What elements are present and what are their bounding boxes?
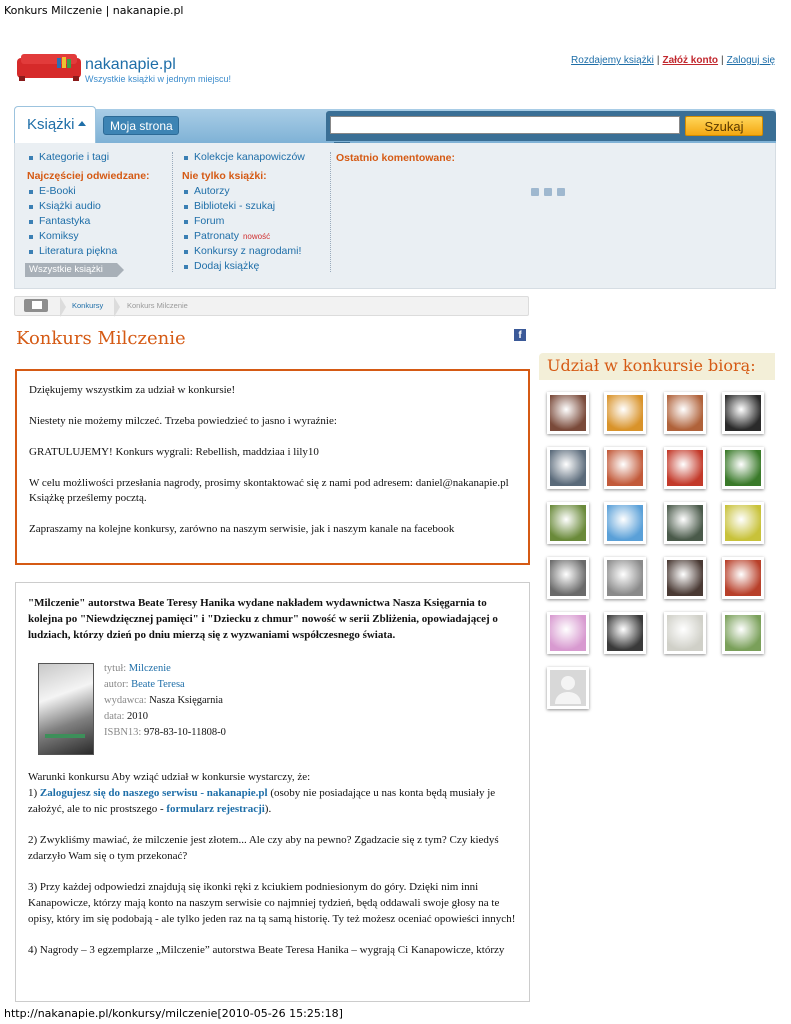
loading-indicator-dot: [531, 188, 539, 196]
participant-avatar[interactable]: [604, 612, 646, 654]
announcement-line: Niestety nie możemy milczeć. Trzeba powiedzieć to jasno i wyraźnie:: [29, 415, 337, 427]
participant-avatar[interactable]: [722, 447, 764, 489]
rule-1-suffix: ).: [264, 803, 272, 815]
document-title: Konkurs Milczenie | nakanapie.pl: [4, 4, 184, 17]
book-meta: [104, 661, 226, 741]
menu-item-ebooks[interactable]: E-Booki: [27, 184, 167, 199]
participant-avatar[interactable]: [664, 502, 706, 544]
tab-books-label: Książki: [27, 116, 75, 133]
participant-avatar[interactable]: [664, 612, 706, 654]
announcement-line: Dziękujemy wszystkim za udział w konkursie!: [29, 384, 236, 396]
participant-avatar[interactable]: [604, 392, 646, 434]
recently-commented-heading: Ostatnio komentowane:: [336, 152, 456, 164]
rule-1-prefix: 1): [28, 787, 40, 799]
menu-item-patronage[interactable]: [182, 229, 327, 244]
menu-item-collections[interactable]: Kolekcje kanapowiczów: [182, 150, 327, 165]
loading-indicator-dot: [557, 188, 565, 196]
announcement-line: W celu możliwości przesłania nagrody, prosimy skontaktować się z nami pod adresem: daniel@nakanapie.pl Książkę prześlemy pocztą.: [29, 477, 509, 504]
caret-up-icon: [78, 121, 86, 126]
all-books-button[interactable]: Wszystkie książki: [25, 263, 117, 277]
meta-label: autor:: [104, 679, 129, 690]
participant-avatar[interactable]: [547, 612, 589, 654]
logo-tagline: Wszystkie książki w jednym miejscu!: [85, 74, 232, 84]
book-title-link[interactable]: Milczenie: [128, 663, 171, 674]
menu-item-forum[interactable]: Forum: [182, 214, 327, 229]
meta-label: tytuł:: [104, 663, 127, 674]
new-badge: nowość: [242, 232, 271, 241]
registration-form-link[interactable]: formularz rejestracji: [166, 803, 265, 815]
menu-item-audiobooks[interactable]: Książki audio: [27, 199, 167, 214]
menu-column-1: [27, 150, 167, 259]
tab-my-page[interactable]: Moja strona: [103, 116, 179, 135]
participant-avatar[interactable]: [722, 392, 764, 434]
rule-2: 2) Zwykliśmy mawiać, że milczenie jest złotem... Ale czy aby na pewno? Zgadzacie się z tym? Czy kiedyś zdarzyło Wam się o tym przekonać?: [28, 834, 499, 862]
article-body: [28, 769, 518, 973]
participant-avatar[interactable]: [604, 502, 646, 544]
rule-1-text: (osoby nie posiadające u nas konta będą musiały je założyć, ale to nic prostszego -: [28, 787, 496, 815]
login-link[interactable]: Zaloguj się: [726, 55, 775, 66]
menu-item-patronage-label: Patronaty: [194, 230, 239, 242]
meta-label: ISBN13:: [104, 727, 142, 738]
participant-avatar[interactable]: [547, 557, 589, 599]
participant-avatar[interactable]: [722, 612, 764, 654]
participant-avatar[interactable]: [604, 557, 646, 599]
book-author-link[interactable]: Beate Teresa: [131, 679, 185, 690]
announcement-line: Zapraszamy na kolejne konkursy, zarówno na naszym serwisie, jak i naszym kanale na facebook: [29, 523, 455, 535]
book-cover-image[interactable]: [38, 663, 94, 755]
participant-avatar[interactable]: [547, 447, 589, 489]
menu-column-2: [182, 150, 327, 274]
participant-avatar[interactable]: [722, 557, 764, 599]
menu-item-authors[interactable]: Autorzy: [182, 184, 327, 199]
tab-books[interactable]: [14, 106, 96, 146]
participant-avatar[interactable]: [547, 392, 589, 434]
footer-url: http://nakanapie.pl/konkursy/milczenie[2010-05-26 15:25:18]: [4, 1007, 343, 1020]
article-box: [15, 582, 530, 1002]
rules-paragraph: [28, 769, 518, 817]
giveaway-link[interactable]: Rozdajemy książki: [571, 55, 654, 66]
participants-heading: Udział w konkursie biorą:: [539, 353, 775, 380]
menu-divider: [172, 152, 173, 272]
register-link[interactable]: Załóż konto: [662, 55, 719, 66]
participant-avatar[interactable]: [664, 447, 706, 489]
home-icon[interactable]: [24, 299, 48, 312]
logo-icon[interactable]: [17, 52, 81, 82]
top-links: Rozdajemy książki | Załóż konto | Zaloguj się: [571, 55, 775, 66]
rule-4: 4) Nagrody – 3 egzemplarze „Milczenie” autorstwa Beate Teresa Hanika – wygrają Ci Kanapowicze, którzy: [28, 944, 505, 956]
logo-text[interactable]: nakanapie.pl: [85, 56, 176, 73]
meta-label: wydawca:: [104, 695, 147, 706]
announcement-box: [15, 369, 530, 565]
search-button[interactable]: Szukaj: [685, 116, 763, 136]
article-lead: "Milczenie" autorstwa Beate Teresy Hanika wydane nakładem wydawnictwa Nasza Księgarnia to kolejna po "Niewdzięcznej pamięci" i "Dziecku z chmur" nowość w serii Zbliżenia, opowiadającej o ludziach, którzy dzień po dniu mierzą się z wyzwaniami współczesnego świata.: [28, 597, 498, 641]
participant-avatar[interactable]: [547, 667, 589, 709]
participant-avatar[interactable]: [664, 557, 706, 599]
breadcrumb-current: Konkurs Milczenie: [127, 301, 188, 310]
participant-avatar[interactable]: [604, 447, 646, 489]
menu-heading-most-visited: Najczęściej odwiedzane:: [27, 170, 150, 182]
loading-indicator-dot: [544, 188, 552, 196]
rule-3: 3) Przy każdej odpowiedzi znajdują się ikonki ręki z kciukiem podniesionym do góry. Dzięki nim inni Kanapowicze, którzy mają konto na naszym serwisie co najmniej tydzień, będą oddawali swoje głosy na te opisy, który im się podobają - ale tylko jeden raz na tą samą historię. Ty też możesz oceniać opowieści innych!: [28, 881, 516, 925]
book-date: 2010: [127, 711, 149, 722]
login-link[interactable]: Zalogujesz się do naszego serwisu - nakanapie.pl: [39, 787, 268, 799]
meta-label: data:: [104, 711, 125, 722]
search-input[interactable]: [330, 116, 680, 134]
facebook-share-icon[interactable]: f: [514, 329, 526, 341]
menu-item-categories[interactable]: Kategorie i tagi: [27, 150, 167, 165]
menu-item-fantasy[interactable]: Fantastyka: [27, 214, 167, 229]
menu-item-add-book[interactable]: Dodaj książkę: [182, 259, 327, 274]
participant-avatar[interactable]: [547, 502, 589, 544]
book-isbn: 978-83-10-11808-0: [143, 727, 226, 738]
book-publisher: Nasza Księgarnia: [149, 695, 223, 706]
rules-intro: Warunki konkursu Aby wziąć udział w konkursie wystarczy, że:: [28, 771, 311, 783]
menu-item-contests[interactable]: Konkursy z nagrodami!: [182, 244, 327, 259]
breadcrumb-separator: [60, 297, 66, 317]
page-title: Konkurs Milczenie: [16, 328, 186, 349]
participant-avatar[interactable]: [722, 502, 764, 544]
menu-item-libraries[interactable]: Biblioteki - szukaj: [182, 199, 327, 214]
menu-divider: [330, 152, 331, 272]
participant-avatar[interactable]: [664, 392, 706, 434]
menu-item-comics[interactable]: Komiksy: [27, 229, 167, 244]
announcement-line: GRATULUJEMY! Konkurs wygrali: Rebellish, maddziaa i lily10: [29, 446, 319, 458]
breadcrumb-contests[interactable]: Konkursy: [72, 301, 104, 310]
menu-heading-not-only-books: Nie tylko książki:: [182, 170, 267, 182]
menu-item-fiction[interactable]: Literatura piękna: [27, 244, 167, 259]
breadcrumb-separator: [114, 297, 120, 317]
